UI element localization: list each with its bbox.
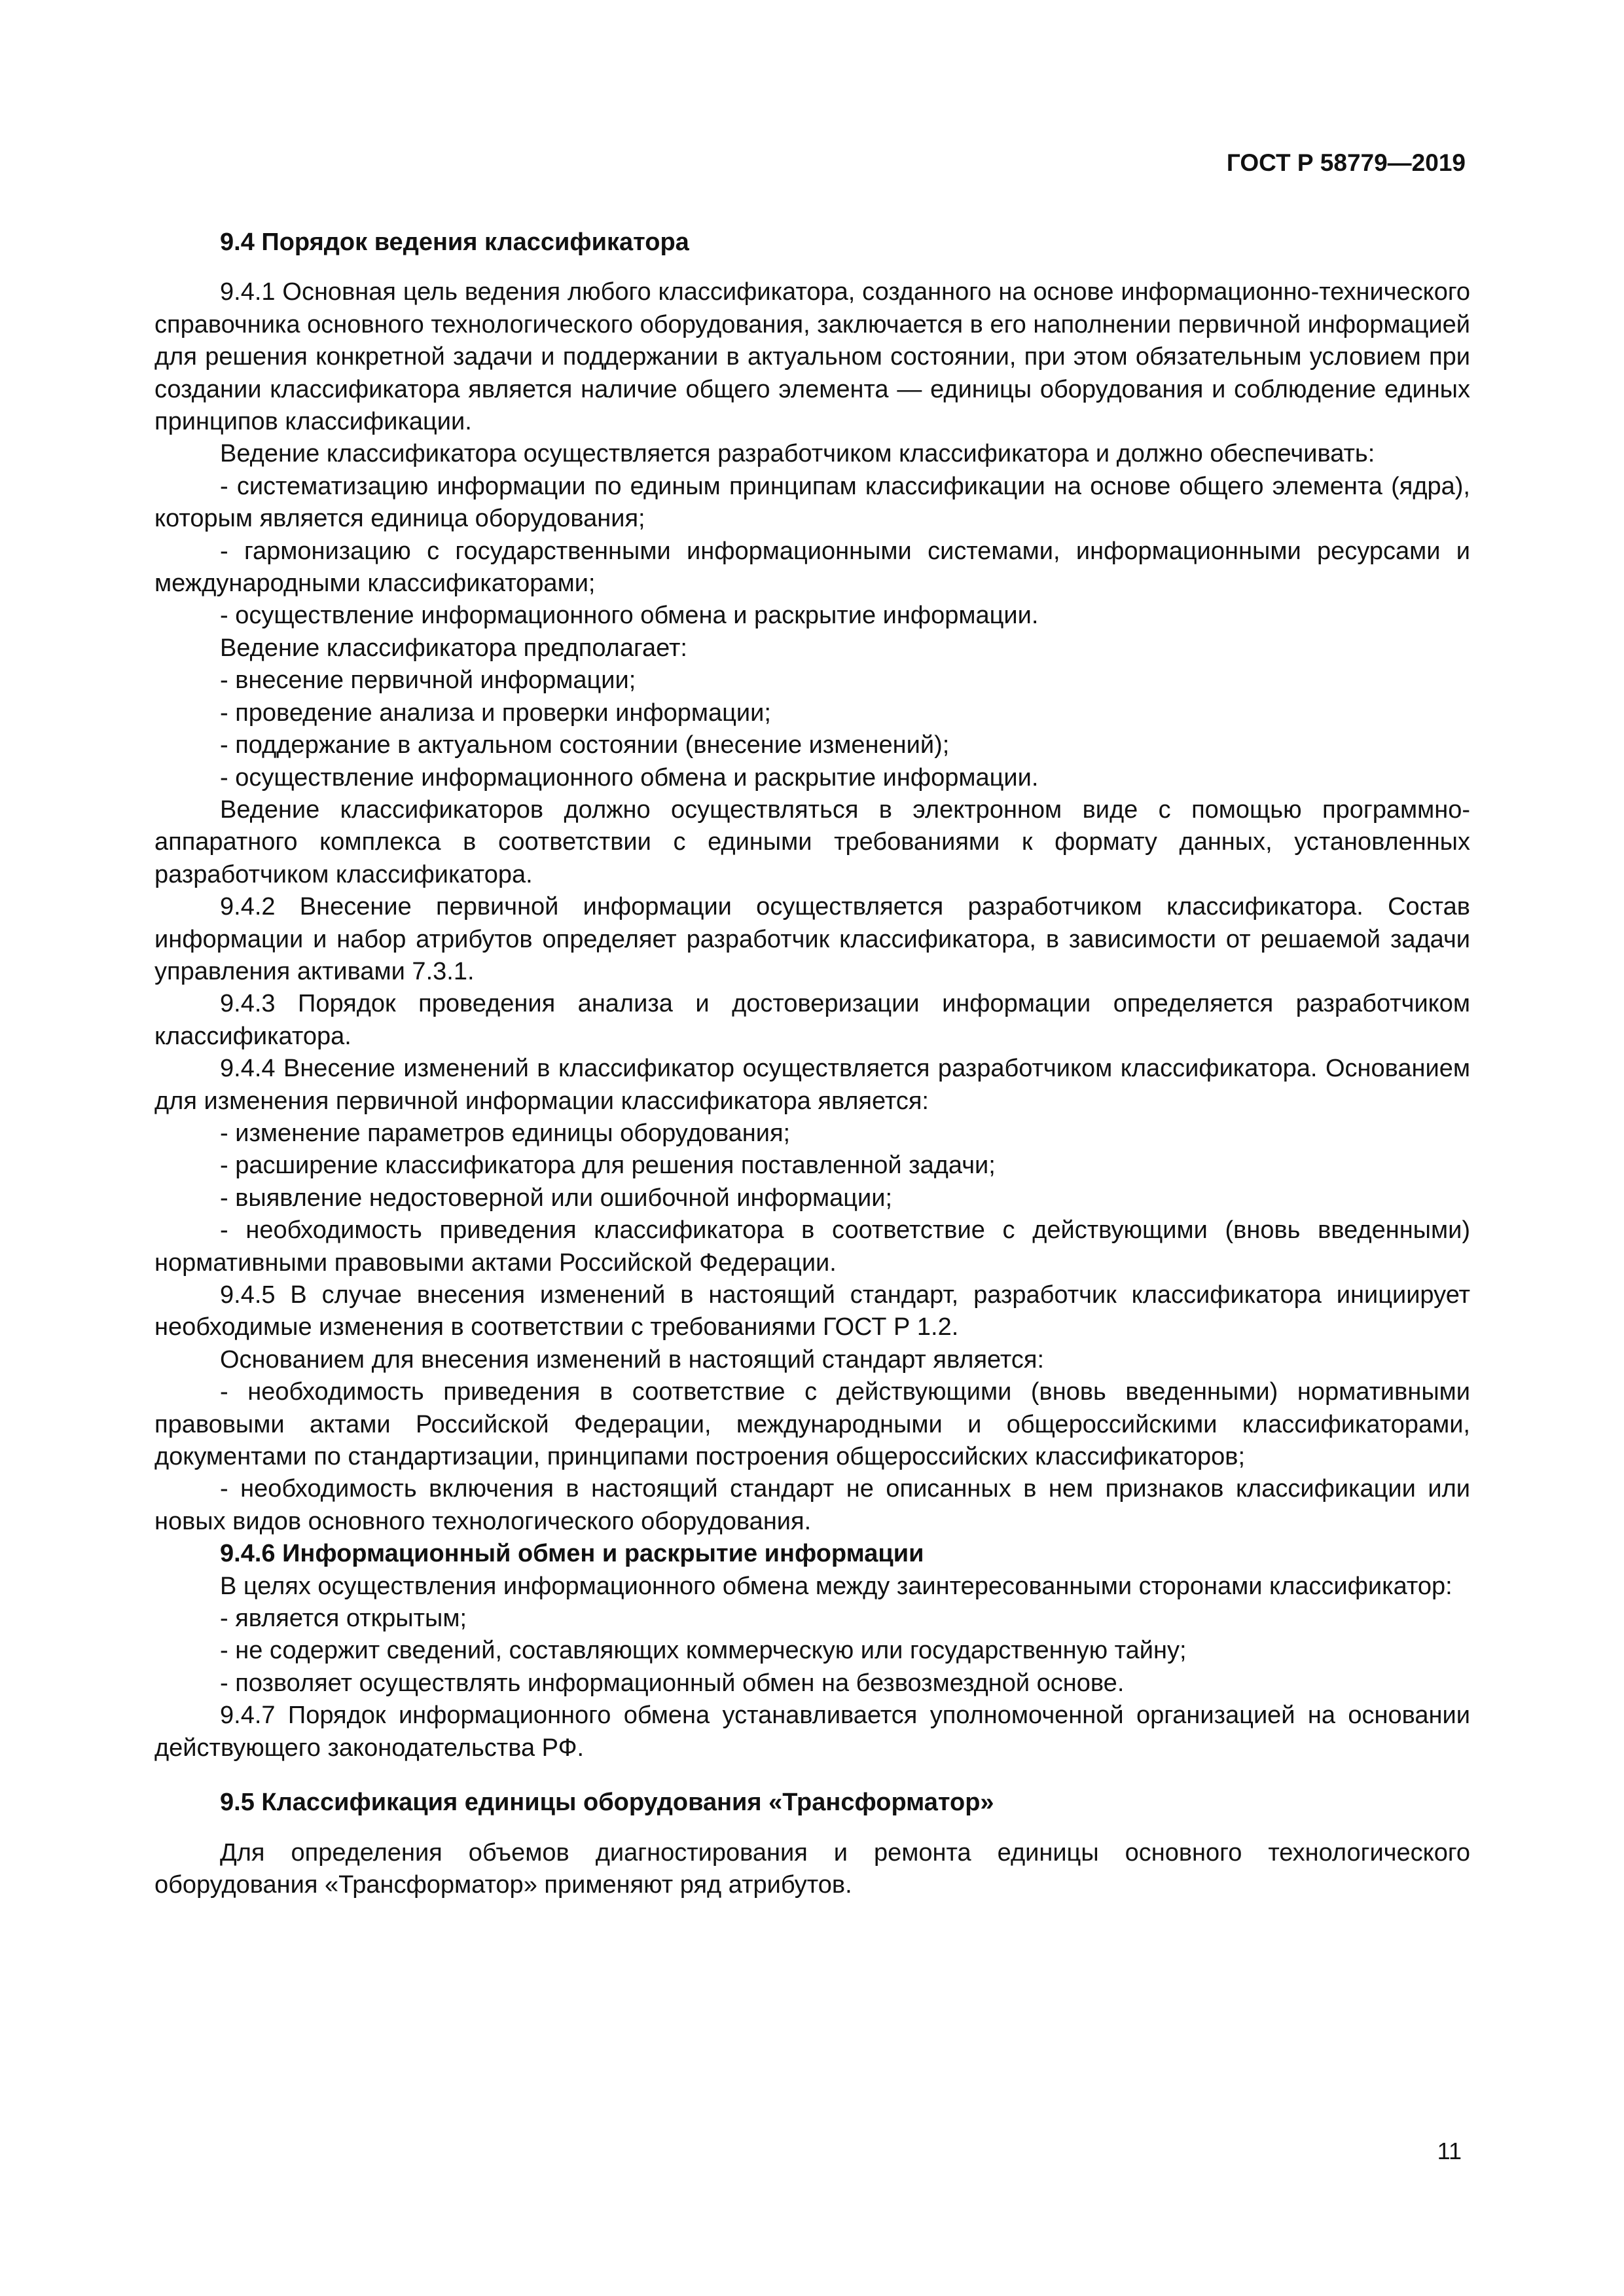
list-item: - осуществление информационного обмена и раскрытие информации. <box>220 763 1039 792</box>
section-heading-9-5: 9.5 Классификация единицы оборудования «Трансформатор» <box>220 1789 994 1817</box>
paragraph: Ведение классификатора осуществляется разработчиком классификатора и должно обеспечивать: <box>220 440 1375 468</box>
list-item: - не содержит сведений, составляющих коммерческую или государственную тайну; <box>220 1637 1187 1665</box>
list-item: - является открытым; <box>220 1605 467 1633</box>
list-item: - необходимость приведения в соответствие с действующими (вновь введенными) нормативными правовыми актами Российской Федерации, международными и общероссийскими классификаторами, документами по стандартизации, принципами построения общероссийских классификаторов; <box>154 1378 1470 1471</box>
paragraph: 9.4.5 В случае внесения изменений в настоящий стандарт, разработчик классификатора инициирует необходимые изменения в соответствии с требованиями ГОСТ Р 1.2. <box>154 1281 1470 1341</box>
list-item: - изменение параметров единицы оборудования; <box>220 1119 791 1147</box>
list-item: - поддержание в актуальном состоянии (внесение изменений); <box>220 731 950 759</box>
paragraph: Основанием для внесения изменений в настоящий стандарт является: <box>220 1345 1045 1374</box>
document-body <box>154 227 1470 1901</box>
list-item: - расширение классификатора для решения поставленной задачи; <box>220 1152 996 1180</box>
list-item: - осуществление информационного обмена и раскрытие информации. <box>220 602 1039 630</box>
paragraph: 9.4.1 Основная цель ведения любого классификатора, созданного на основе информационно-технического справочника основного технологического оборудования, заключается в его наполнении первичной информацией для решения конкретной задачи и поддержании в актуальном состоянии, при этом обязательным условием при создании классификатора является наличие общего элемента — единицы оборудования и соблюдение единых принципов классификации. <box>154 278 1470 436</box>
paragraph: 9.4.7 Порядок информационного обмена устанавливается уполномоченной организацией на основании действующего законодательства РФ. <box>154 1702 1470 1762</box>
list-item: - проведение анализа и проверки информации; <box>220 699 771 727</box>
page-number: 11 <box>1437 2138 1462 2164</box>
list-item: - необходимость приведения классификатора в соответствие с действующими (вновь введенными) нормативными правовыми актами Российской Федерации. <box>154 1216 1470 1277</box>
list-item: - выявление недостоверной или ошибочной информации; <box>220 1184 893 1212</box>
list-item: - позволяет осуществлять информационный обмен на безвозмездной основе. <box>220 1669 1125 1697</box>
section-heading-9-4: 9.4 Порядок ведения классификатора <box>220 228 689 256</box>
paragraph: Ведение классификатора предполагает: <box>220 634 687 662</box>
paragraph: 9.4.2 Внесение первичной информации осуществляется разработчиком классификатора. Состав информации и набор атрибутов определяет разработчик классификатора, в зависимости от решаемой задачи управления активами 7.3.1. <box>154 893 1470 985</box>
paragraph: 9.4.4 Внесение изменений в классификатор осуществляется разработчиком классификатора. Основанием для изменения первичной информации классификатора является: <box>154 1055 1470 1115</box>
list-item: - гармонизацию с государственными информационными системами, информационными ресурсами и международными классификаторами; <box>154 537 1470 598</box>
paragraph: 9.4.3 Порядок проведения анализа и достоверизации информации определяется разработчиком классификатора. <box>154 990 1470 1050</box>
document-number: ГОСТ Р 58779—2019 <box>1226 149 1466 176</box>
list-item: - необходимость включения в настоящий стандарт не описанных в нем признаков классификации или новых видов основного технологического оборудования. <box>154 1475 1470 1535</box>
paragraph: Ведение классификаторов должно осуществляться в электронном виде с помощью программно-аппаратного комплекса в соответствии с едиными требованиями к формату данных, установленных разработчиком классификатора. <box>154 795 1470 888</box>
paragraph: Для определения объемов диагностирования и ремонта единицы основного технологического оборудования «Трансформатор» применяют ряд атрибутов. <box>154 1838 1470 1899</box>
list-item: - внесение первичной информации; <box>220 666 636 695</box>
subsection-heading-9-4-6: 9.4.6 Информационный обмен и раскрытие информации <box>220 1540 924 1568</box>
list-item: - систематизацию информации по единым принципам классификации на основе общего элемента (ядра), которым является единица оборудования; <box>154 472 1470 533</box>
paragraph: В целях осуществления информационного обмена между заинтересованными сторонами классификатор: <box>220 1572 1453 1600</box>
